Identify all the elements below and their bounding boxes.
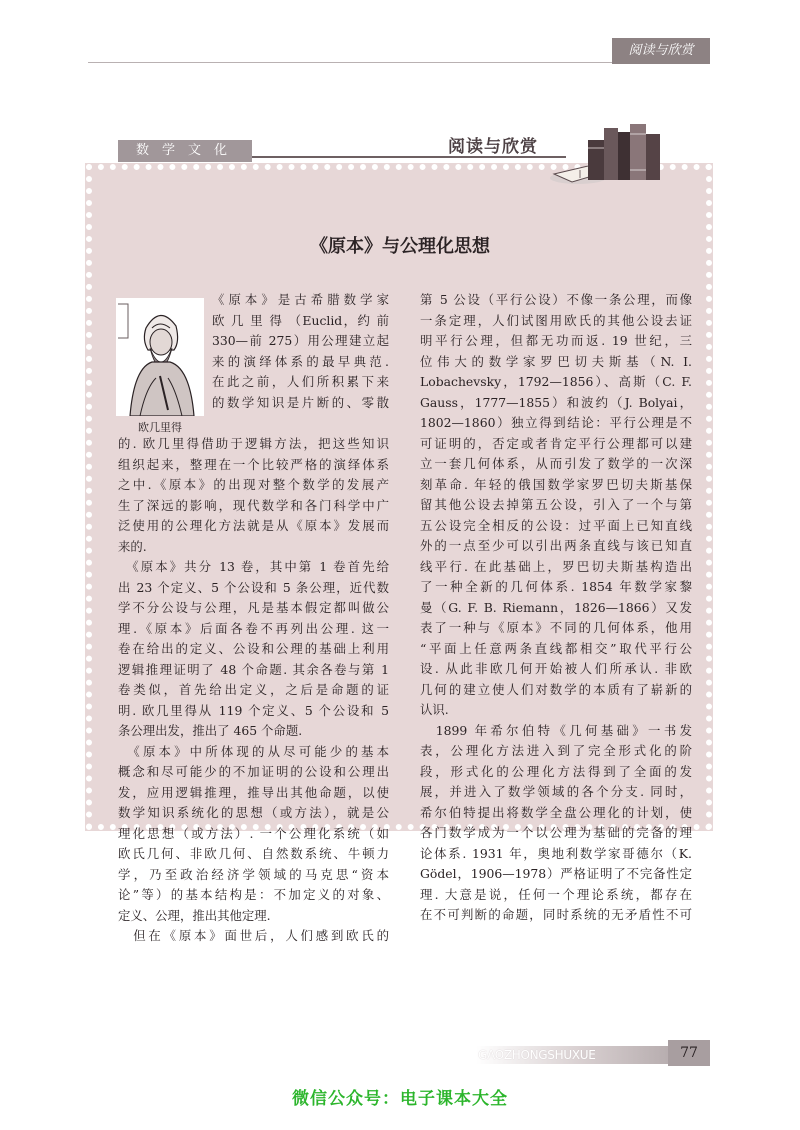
section-label: 数学文化 xyxy=(118,140,252,162)
text-line: 展，并进入了数学领域的各个分支. 同时， xyxy=(420,784,692,799)
text-line: 卷类似，首先给出定义，之后是命题的证 xyxy=(118,682,389,697)
text-line: 在此之前，人们所积累下来 xyxy=(212,374,389,389)
text-line: 组织起来，整理在一个比较严格的演绎体系 xyxy=(118,456,389,472)
text-line: 数学知识系统化的思想（或方法），就是公 xyxy=(118,805,389,820)
watermark-text: 微信公众号：电子课本大全 xyxy=(292,1089,508,1109)
text-line: 在不可判断的命题，同时系统的无矛盾性不可 xyxy=(420,907,692,922)
text-line: 刻革命. 年轻的俄国数学家罗巴切夫斯基保 xyxy=(420,476,692,492)
text-line: 第 5 公设（平行公设）不像一条公理，而像 xyxy=(420,292,692,307)
text-line: 论”等）的基本结构是：不加定义的对象、 xyxy=(118,887,389,902)
left-column xyxy=(118,434,389,947)
text-line: 明. 欧几里得从 119 个定义、5 个公设和 5 xyxy=(118,702,389,718)
text-line: 生了深远的影响，现代数学和各门科学中广 xyxy=(118,497,389,513)
text-line: 欧氏几何、非欧几何、自然数系统、牛顿力 xyxy=(118,846,389,861)
section-title: 阅读与欣赏 xyxy=(448,137,538,157)
text-line: 外的一点至少可以引出两条直线与该已知直 xyxy=(420,538,692,553)
text-line: 理.《原本》后面各卷不再列出公理. 这一 xyxy=(118,620,389,636)
right-column xyxy=(420,290,692,926)
text-line: 理. 大意是说，任何一个理论系统，都存在 xyxy=(420,886,692,902)
text-line: Gödel，1906—1978）严格证明了不完备性定 xyxy=(420,866,692,881)
text-line: Gauss，1777—1855）和波约（J. Bolyai， xyxy=(420,394,692,410)
books-icon xyxy=(548,118,668,188)
text-line: 论体系. 1931 年，奥地利数学家哥德尔（K. xyxy=(420,845,692,861)
text-line: 《原本》是古希腊数学家 xyxy=(212,292,389,307)
text-line: 《原本》中所体现的从尽可能少的基本 xyxy=(118,743,389,759)
text-line: 设. 从此非欧几何开始被人们所承认. 非欧 xyxy=(420,661,692,676)
text-line: 可证明的，否定或者肯定平行公理都可以建 xyxy=(420,435,692,451)
text-line: 来的演绎体系的最早典范. xyxy=(212,353,389,369)
text-line: 但在《原本》面世后，人们感到欧氏的 xyxy=(118,928,389,943)
text-line: 《原本》共分 13 卷，其中第 1 卷首先给 xyxy=(118,559,389,574)
text-line: 条公理出发，推出了 465 个命题. xyxy=(118,723,303,738)
text-line: 概念和尽可能少的不加证明的公设和公理出 xyxy=(118,764,389,779)
text-line: 定义、公理，推出其他定理. xyxy=(118,907,271,923)
text-line: 表，公理化方法进入到了完全形式化的阶 xyxy=(420,743,692,758)
page-number: 77 xyxy=(668,1040,710,1066)
article-title: 《原本》与公理化思想 xyxy=(310,236,490,257)
left-column-top xyxy=(212,290,389,413)
text-line: “平面上任意两条直线都相交”取代平行公 xyxy=(420,640,692,656)
text-line: 明平行公理，但都无功而返. 19 世纪，三 xyxy=(420,333,692,348)
text-line: 逻辑推理证明了 48 个命题. 其余各卷与第 1 xyxy=(118,661,389,677)
text-line: 330—前 275）用公理建立起 xyxy=(212,333,389,348)
text-line: 泛使用的公理化方法就是从《原本》发展而 xyxy=(118,518,389,533)
text-line: 出 23 个定义、5 个公设和 5 条公理，近代数 xyxy=(118,579,389,595)
text-line: 学，乃至政治经济学领域的马克思“资本 xyxy=(118,866,389,882)
text-line: 之中.《原本》的出现对整个数学的发展产 xyxy=(118,477,389,492)
text-line: 来的. xyxy=(118,538,147,554)
text-line: 的. 欧几里得借助于逻辑方法，把这些知识 xyxy=(118,436,389,451)
text-line: 五公设完全相反的公设：过平面上已知直线 xyxy=(420,517,692,533)
text-line: 认识. xyxy=(420,702,449,717)
text-line: 1899 年希尔伯特《几何基础》一书发 xyxy=(420,722,692,738)
text-line: 1802—1860）独立得到结论：平行公理是不 xyxy=(420,415,692,430)
text-line: 曼（G. F. B. Riemann，1826—1866）又发 xyxy=(420,599,692,615)
text-line: 一条定理，人们试图用欧氏的其他公设去证 xyxy=(420,312,692,328)
text-line: 留其他公设去掉第五公设，引入了一个与第 xyxy=(420,497,692,512)
text-line: 的数学知识是片断的、零散 xyxy=(212,394,389,410)
text-line: Lobachevsky，1792—1856）、高斯（C. F. xyxy=(420,374,692,389)
footer-brand: GAOZHONGSHUXUE xyxy=(478,1048,596,1062)
text-line: 表了一种与《原本》不同的几何体系，他用 xyxy=(420,620,692,635)
text-line: 各门数学成为一个以公理为基础的完备的理 xyxy=(420,825,692,840)
text-line: 希尔伯特提出将数学全盘公理化的计划，使 xyxy=(420,804,692,820)
text-line: 卷在给出的定义、公设和公理的基础上利用 xyxy=(118,641,389,656)
text-line: 发，应用逻辑推理，推导出其他命题，以使 xyxy=(118,784,389,800)
text-line: 线平行. 在此基础上，罗巴切夫斯基构造出 xyxy=(420,558,692,574)
euclid-portrait xyxy=(116,298,204,416)
portrait-caption: 欧几里得 xyxy=(138,421,182,434)
header-tab: 阅读与欣赏 xyxy=(612,38,710,64)
text-line: 位伟大的数学家罗巴切夫斯基（N. I. xyxy=(420,353,692,369)
text-line: 了一种全新的几何体系. 1854 年数学家黎 xyxy=(420,579,692,594)
text-line: 理化思想（或方法）. 一个公理化系统（如 xyxy=(118,825,389,841)
text-line: 欧 几 里 得 （Euclid，约 前 xyxy=(212,312,389,328)
text-line: 学不分公设与公理，凡是基本假定都叫做公 xyxy=(118,600,389,615)
text-line: 段，形式化的公理化方法得到了全面的发 xyxy=(420,763,692,779)
text-line: 几何的建立使人们对数学的本质有了崭新的 xyxy=(420,681,692,697)
text-line: 立一套几何体系，从而引发了数学的一次深 xyxy=(420,456,692,471)
